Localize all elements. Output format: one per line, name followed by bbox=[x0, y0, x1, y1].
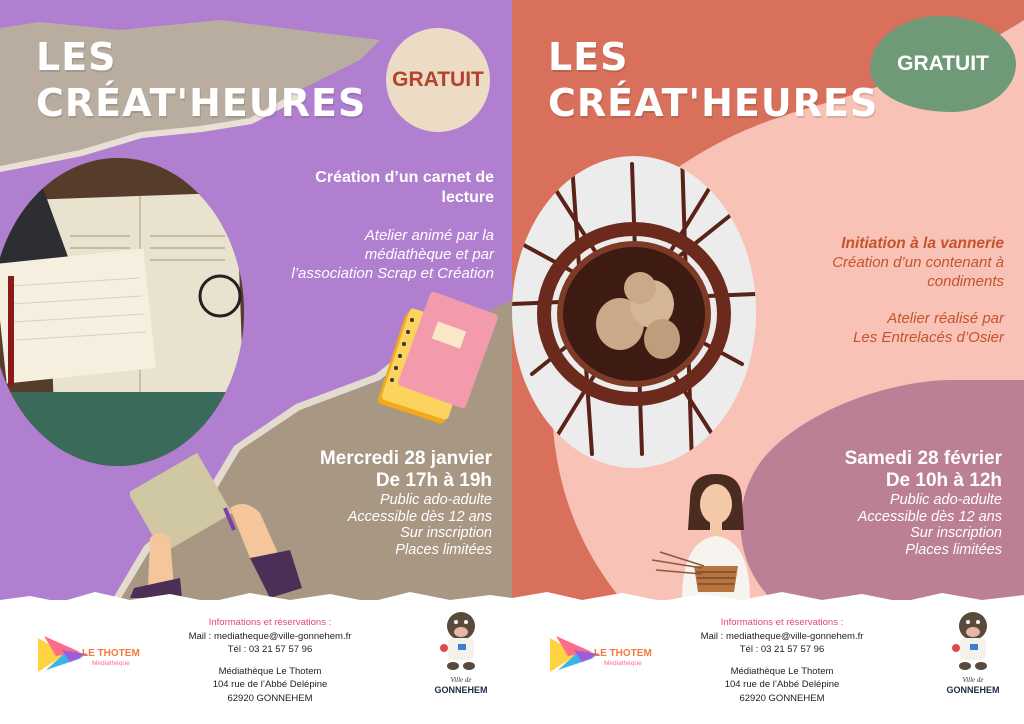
poster-title: LES CRÉAT'HEURES bbox=[36, 35, 367, 125]
le-thotem-logo-subtitle: Médiathèque bbox=[604, 660, 642, 667]
gonnehem-mascot-logo bbox=[436, 608, 486, 696]
event-date: Samedi 28 février bbox=[844, 448, 1002, 469]
poster-right bbox=[512, 0, 1024, 724]
le-thotem-logo-subtitle: Médiathèque bbox=[92, 660, 130, 667]
le-thotem-logo bbox=[548, 634, 652, 676]
venue-address: 104 rue de l’Abbé Delépine bbox=[724, 679, 840, 690]
event-details: Public ado-adulte Accessible dès 12 ans Sur inscription Places limitées bbox=[347, 492, 492, 558]
venue-city: 62920 GONNEHEM bbox=[227, 692, 313, 704]
contact-info bbox=[662, 616, 902, 705]
workshop-description: Atelier réalisé par Les Entrelacés d’Osier bbox=[853, 310, 1004, 346]
gonnehem-mascot-logo bbox=[948, 608, 998, 696]
venue-name: Médiathèque Le Thotem bbox=[730, 665, 834, 677]
notebooks-illustration bbox=[372, 290, 502, 426]
ville-label: Ville de bbox=[450, 676, 472, 684]
event-schedule bbox=[772, 448, 1002, 558]
venue-address: 104 rue de l’Abbé Delépine bbox=[212, 679, 328, 690]
mole-mascot-icon bbox=[948, 608, 998, 672]
le-thotem-logo bbox=[36, 634, 140, 676]
info-heading: Informations et réservations : bbox=[208, 617, 332, 628]
mail-link[interactable]: Mail : mediatheque@ville-gonnehem.fr bbox=[188, 630, 352, 642]
mole-mascot-icon bbox=[436, 608, 486, 672]
gonnehem-label: GONNEHEM bbox=[946, 685, 1000, 695]
gonnehem-label: GONNEHEM bbox=[434, 685, 488, 695]
le-thotem-logo-name: LE THOTEM bbox=[594, 648, 652, 659]
info-heading: Informations et réservations : bbox=[720, 617, 844, 628]
event-time: De 17h à 19h bbox=[375, 470, 492, 491]
free-badge: GRATUIT bbox=[870, 16, 1016, 112]
ville-label: Ville de bbox=[962, 676, 984, 684]
hands-cutting-paper-illustration bbox=[130, 438, 310, 598]
phone-number: Tél : 03 21 57 57 96 bbox=[227, 644, 313, 655]
contact-info bbox=[150, 616, 390, 705]
event-date: Mercredi 28 janvier bbox=[319, 448, 492, 469]
workshop-description: Atelier animé par la médiathèque et par l’association Scrap et Création bbox=[291, 227, 494, 282]
venue-name: Médiathèque Le Thotem bbox=[218, 665, 322, 677]
event-time: De 10h à 12h bbox=[885, 470, 1002, 491]
workshop-title: Initiation à la vannerie bbox=[841, 235, 1004, 252]
event-details: Public ado-adulte Accessible dès 12 ans Sur inscription Places limitées bbox=[857, 492, 1002, 558]
mail-link[interactable]: Mail : mediatheque@ville-gonnehem.fr bbox=[700, 630, 864, 642]
free-badge: GRATUIT bbox=[386, 28, 490, 132]
poster-title: LES CRÉAT'HEURES bbox=[548, 35, 879, 125]
workshop-info bbox=[234, 168, 494, 283]
notebook-photo bbox=[0, 156, 246, 468]
workshop-subtitle: Création d’un contenant à condiments bbox=[832, 254, 1004, 290]
workshop-title: Création d’un carnet de lecture bbox=[315, 169, 494, 206]
workshop-info bbox=[744, 234, 1004, 347]
basket-photo bbox=[512, 154, 756, 470]
venue-city: 62920 GONNEHEM bbox=[739, 692, 825, 704]
le-thotem-logo-name: LE THOTEM bbox=[82, 648, 140, 659]
phone-number: Tél : 03 21 57 57 96 bbox=[739, 644, 825, 655]
